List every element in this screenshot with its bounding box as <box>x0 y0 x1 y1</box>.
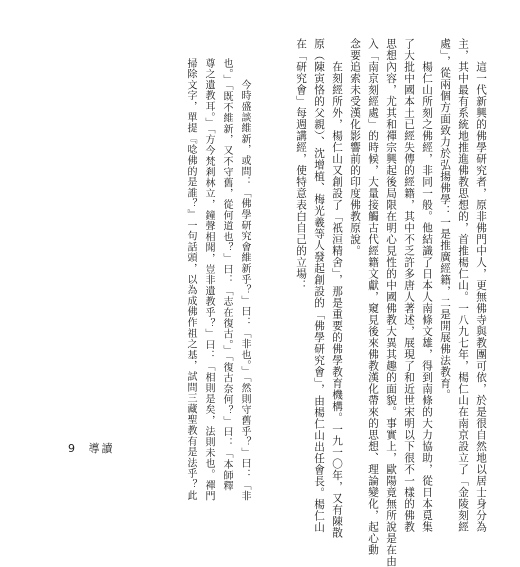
body-column-7: 入「南京刻經處」的時候，大量接觸古代經籍文獻，窺見後來佛教漢化帶來的思想、理論變化，起心動 <box>367 38 379 556</box>
body-column-6: 思想內容，尤其和禪宗興起後局限在明心見性的中國佛教大異其趣的面貌。事實上，歐陽竟無所說是在由 <box>385 38 397 567</box>
body-column-3: 處」，從兩個方面致力於弘揚佛學：一是推廣經籍，二是開展佛法教育。 <box>439 38 451 401</box>
body-column-5: 了大批中國本土已經失傳的經籍，其中不乏許多唐人著述，展現了和近世宋明以下很不一樣的佛教 <box>403 38 415 533</box>
page-footer <box>68 440 115 456</box>
quote-column-2: 也。」「既不維新，又不守舊，從何道也？」曰：「志在復古。」「復古奈何？」曰：「本師釋 <box>221 58 232 492</box>
quote-column-4: 掃除文字，單提『唸佛的是誰？』一句話頭，以為成佛作祖之基，試問三藏聖教有是法乎？此 <box>185 58 196 501</box>
body-column-4: 楊仁山所刻之佛經，非同一般。他結識了日本人南條文雄，得到南條的大力協助，從日本覓集 <box>421 38 433 533</box>
quote-column-3: 尊之遺教耳。」「方今梵剎林立，鐘聲相聞，豈非遺教乎？」曰：「相則是矣，法則未也。禪門 <box>203 58 214 502</box>
body-column-2: 主，其中最有系統地推進佛教思想的，首推楊仁山。一八九七年，楊仁山在南京設立了「金陵刻經 <box>457 38 469 533</box>
body-column-1: 這一代新興的佛學研究者，原非佛門中人，更無佛寺與教團可依，於是很自然地以居士身分為 <box>475 38 487 533</box>
quote-column-1: 今時盛談維新，或問：「佛學研究會維新乎？」曰：「非也。」「然則守舊乎？」曰：「非 <box>239 58 250 502</box>
body-column-10: 原（陳寅恪的父親）、沈增植、梅光羲等人發起創設的「佛學研究會」，由楊仁山出任會長。楊仁山 <box>313 38 325 534</box>
page-number: 9 <box>68 442 77 455</box>
body-column-11: 在「研究會」每週講經，使特意表白自己的立場： <box>295 38 307 291</box>
body-column-9: 在刻經所外，楊仁山又創設了「祇洹精舍」，那是重要的佛學教育機構。一九一〇年，又有陳散 <box>331 38 343 539</box>
body-column-8: 念要追索未受漢化影響前的印度佛教原說。 <box>349 38 361 257</box>
section-title: 導讀 <box>88 442 115 455</box>
